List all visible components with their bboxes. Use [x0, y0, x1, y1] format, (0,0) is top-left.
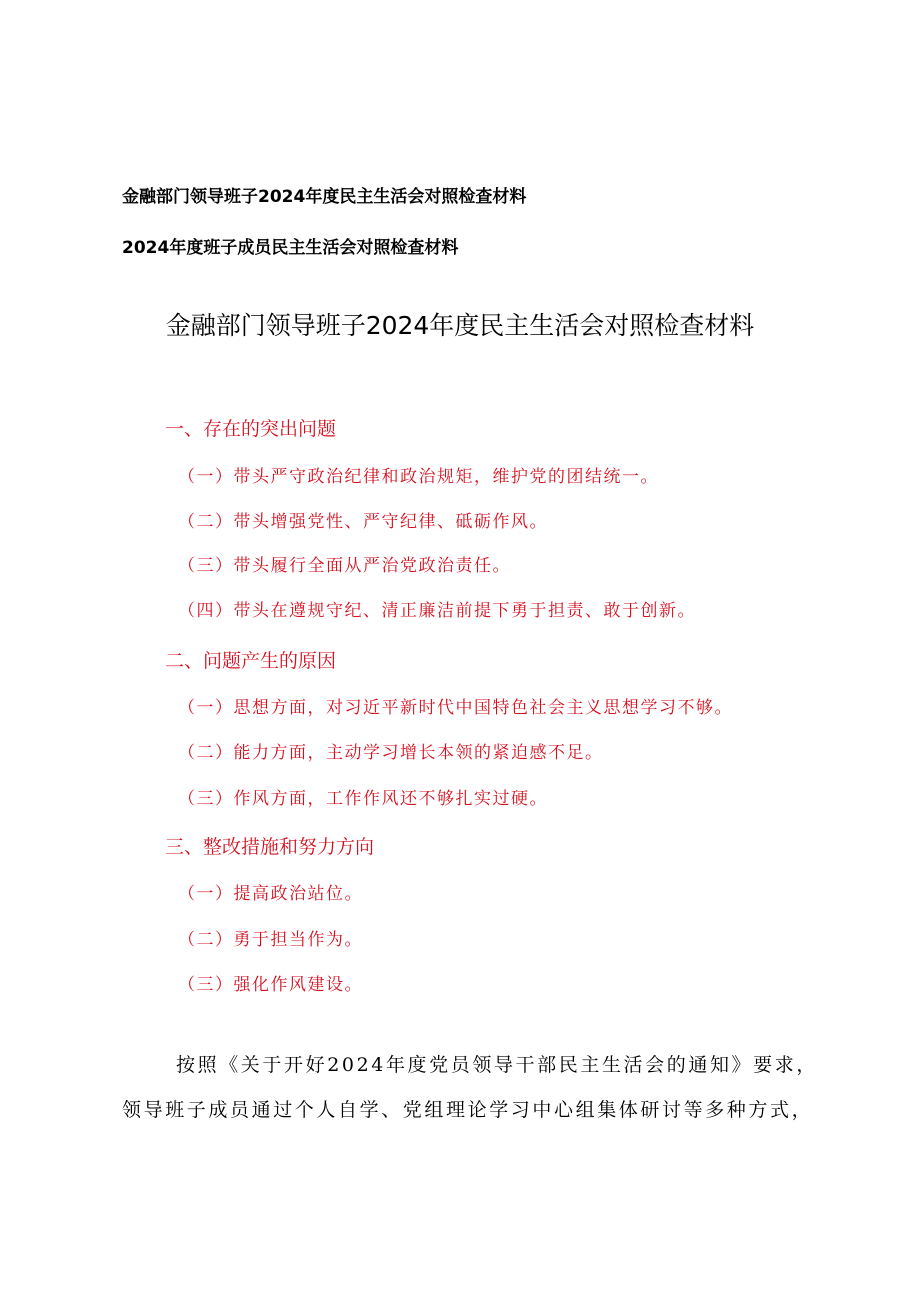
- toc-entry-2[interactable]: 2024年度班子成员民主生活会对照检查材料: [122, 238, 459, 258]
- section-2-item-2: （二）能力方面，主动学习增长本领的紧迫感不足。: [178, 743, 604, 763]
- section-1-item-1: （一）带头严守政治纪律和政治规矩，维护党的团结统一。: [178, 467, 659, 487]
- section-1-item-2: （二）带头增强党性、严守纪律、砥砺作风。: [178, 512, 548, 532]
- document-title: 金融部门领导班子2024年度民主生活会对照检查材料: [165, 311, 755, 340]
- section-3-item-2: （二）勇于担当作为。: [178, 930, 363, 950]
- section-heading-2: 二、问题产生的原因: [165, 650, 337, 672]
- section-2-item-1: （一）思想方面，对习近平新时代中国特色社会主义思想学习不够。: [178, 698, 733, 718]
- section-1-item-4: （四）带头在遵规守纪、清正廉洁前提下勇于担责、敢于创新。: [178, 601, 696, 621]
- section-3-item-1: （一）提高政治站位。: [178, 884, 363, 904]
- body-paragraph-line-1: 按照《关于开好2024年度党员领导干部民主生活会的通知》要求，: [176, 1054, 818, 1076]
- section-3-item-3: （三）强化作风建设。: [178, 975, 363, 995]
- section-heading-3: 三、整改措施和努力方向: [165, 836, 375, 858]
- toc-entry-1[interactable]: 金融部门领导班子2024年度民主生活会对照检查材料: [122, 187, 527, 207]
- section-heading-1: 一、存在的突出问题: [165, 418, 337, 440]
- section-1-item-3: （三）带头履行全面从严治党政治责任。: [178, 556, 511, 576]
- body-paragraph-line-2: 领导班子成员通过个人自学、党组理论学习中心组集体研讨等多种方式，: [122, 1099, 814, 1121]
- section-2-item-3: （三）作风方面，工作作风还不够扎实过硬。: [178, 789, 548, 809]
